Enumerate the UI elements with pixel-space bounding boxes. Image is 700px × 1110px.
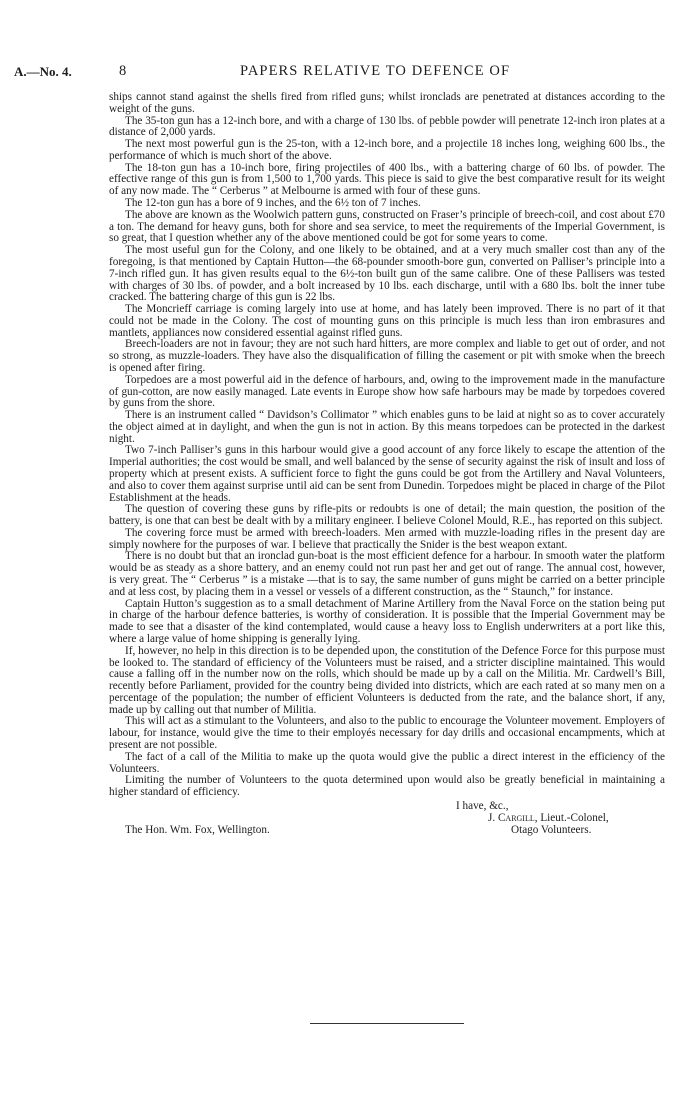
paragraph: The Moncrieff carriage is coming largely into use at home, and has lately been improved. There is no part of it that could not be made in the Colony. The cost of mounting guns on this principle is much less than iron embrasures and mantlets, appliances now considered essential against rifled guns. [109,303,665,339]
signatory-initial: J. [488,812,498,824]
paragraph: Limiting the number of Volunteers to the quota determined upon would also be greatly beneficial in maintaining a higher standard of efficiency. [109,774,665,799]
signatory-surname: Cargill [497,812,535,824]
signatory-unit: Otago Volunteers. [511,824,592,836]
paragraph: The above are known as the Woolwich pattern guns, constructed on Fraser’s principle of breech-coil, and cost about £70 a ton. The demand for heavy guns, both for shore and sea service, to meet the requirements of the Imperial Government, is so great, that I question whether any of the above mentioned could be got for some years to come. [109,208,665,245]
paragraph: The next most powerful gun is the 25-ton, with a 12-inch bore, and a projectile 18 inches long, weighing 600 lbs., the performance of which is much short of the above. [109,138,665,162]
signature-block [109,800,665,840]
paragraph: There is no doubt but that an ironclad gun-boat is the most efficient defence for a harbour. In smooth water the platform would be as steady as a shore battery, and an enemy could not run past her and get out of range. The annual cost, however, is very great. The “ Cerberus ” is a mistake —that is to say, the same number of guns might be carried on a better principle and at less cost, by placing them in a vessel or vessels of a different construction, as the “ Staunch,” for instance. [109,550,665,598]
letter-body [109,92,665,799]
running-title: PAPERS RELATIVE TO DEFENCE OF [240,63,511,79]
paragraph: Captain Hutton’s suggestion as to a small detachment of Marine Artillery from the Naval Force on the station being put in charge of the harbour defence batteries, is worthy of consideration. It is possible that the Imperial Government may be made to see that a disaster of the kind contemplated, would cause a heavy loss to English underwriters at a port like this, where a large value of home shipping is generally lying. [109,597,665,645]
paragraph: The 12-ton gun has a bore of 9 inches, and the 6½ ton of 7 inches. [125,197,421,210]
signatory-rank: , Lieut.-Colonel, [534,812,609,824]
paragraph: The 18-ton gun has a 10-inch bore, firing projectiles of 400 lbs., with a battering charge of 60 lbs. of powder. The effective range of this gun is from 1,500 to 1,700 yards. This piece is said to give the best comparative result for its weight of any now made. The “ Cerberus ” at Melbourne is armed with four of these guns. [109,161,665,198]
paragraph: The fact of a call of the Militia to make up the quota would give the public a direct interest in the efficiency of the Volunteers. [109,750,665,775]
paragraph: The covering force must be armed with breech-loaders. Men armed with muzzle-loading rifles in the present day are simply nowhere for the purposes of war. I believe that practically the Snider is the best weapon extant. [109,526,665,551]
paragraph: This will act as a stimulant to the Volunteers, and also to the public to encourage the Volunteer movement. Employers of labour, for instance, would give the time to their employés necessary for day drills and occasional encampments, which at present are not possible. [109,715,665,751]
addressee: The Hon. Wm. Fox, Wellington. [125,824,270,836]
paragraph: The question of covering these guns by rifle-pits or redoubts is one of detail; the main question, the position of the battery, is one that can best be dealt with by a military engineer. I believe Colonel Mould, R.E., has reported on this subject. [109,503,665,528]
paragraph: Breech-loaders are not in favour; they are not such hard hitters, are more complex and liable to get out of order, and not so strong, as muzzle-loaders. They have also the disqualification of filling the casement or pit with smoke when the breech is opened after firing. [109,338,665,374]
page-number: 8 [119,63,127,79]
signatory-name [488,812,609,824]
paragraph: There is an instrument called “ Davidson’s Collimator ” which enables guns to be laid at night so as to cover accurately the object aimed at in daylight, and when the gun is not in action. By this means torpedoes can be protected in the darkest night. [109,409,665,445]
document-reference: A.—No. 4. [14,64,72,79]
paragraph: Two 7-inch Palliser’s guns in this harbour would give a good account of any force likely to escape the attention of the Imperial authorities; the cost would be small, and well balanced by the sense of security against the risk of insult and loss of property which at present exists. A sufficient force to fight the guns could be got from the Artillery and Naval Volunteers, and also to cover them against surprise until aid can be sent from Dunedin. Torpedoes might be placed in charge of the Pilot Establishment at the heads. [109,444,665,504]
paragraph: The 35-ton gun has a 12-inch bore, and with a charge of 130 lbs. of pebble powder will penetrate 12-inch iron plates at a distance of 2,000 yards. [109,114,665,139]
paragraph: Torpedoes are a most powerful aid in the defence of harbours, and, owing to the improvement made in the manufacture of gun-cotton, are now easily managed. Late events in Europe show how safe harbours may be made by torpedoes covered by guns from the shore. [109,373,665,410]
paragraph: The most useful gun for the Colony, and one likely to be obtained, and at a very much smaller cost than any of the foregoing, is that mentioned by Captain Hutton—the 68-pounder smooth-bore gun, converted on Palliser’s principle into a 7-inch rifled gun. It has given results equal to the 6½-ton built gun of the same calibre. One of these Pallisers was tested with charges of 30 lbs. of powder, and a bolt increased by 10 lbs. each discharge, until with a 680 lbs. bolt the inner tube cracked. The battering charge of this gun is 22 lbs. [109,244,665,304]
paragraph: If, however, no help in this direction is to be depended upon, the constitution of the Defence Force for this purpose must be looked to. The standard of efficiency of the Volunteers must be raised, and a stricter discipline maintained. This would cause a falling off in the number now on the rolls, which should be made up by a call on the Militia. Mr. Cardwell’s Bill, recently before Parliament, provided for the country being divided into districts, which are each rated at so many men on a percentage of the population; the number of efficient Volunteers is deducted from the rate, and the balance short, if any, made up by calling out that number of Militia. [109,644,665,716]
closing-salutation: I have, &c., [456,800,509,812]
page-header [14,64,694,84]
paragraph: ships cannot stand against the shells fired from rifled guns; whilst ironclads are penetrated at distances according to the weight of the guns. [109,91,665,115]
end-rule [310,1023,464,1024]
